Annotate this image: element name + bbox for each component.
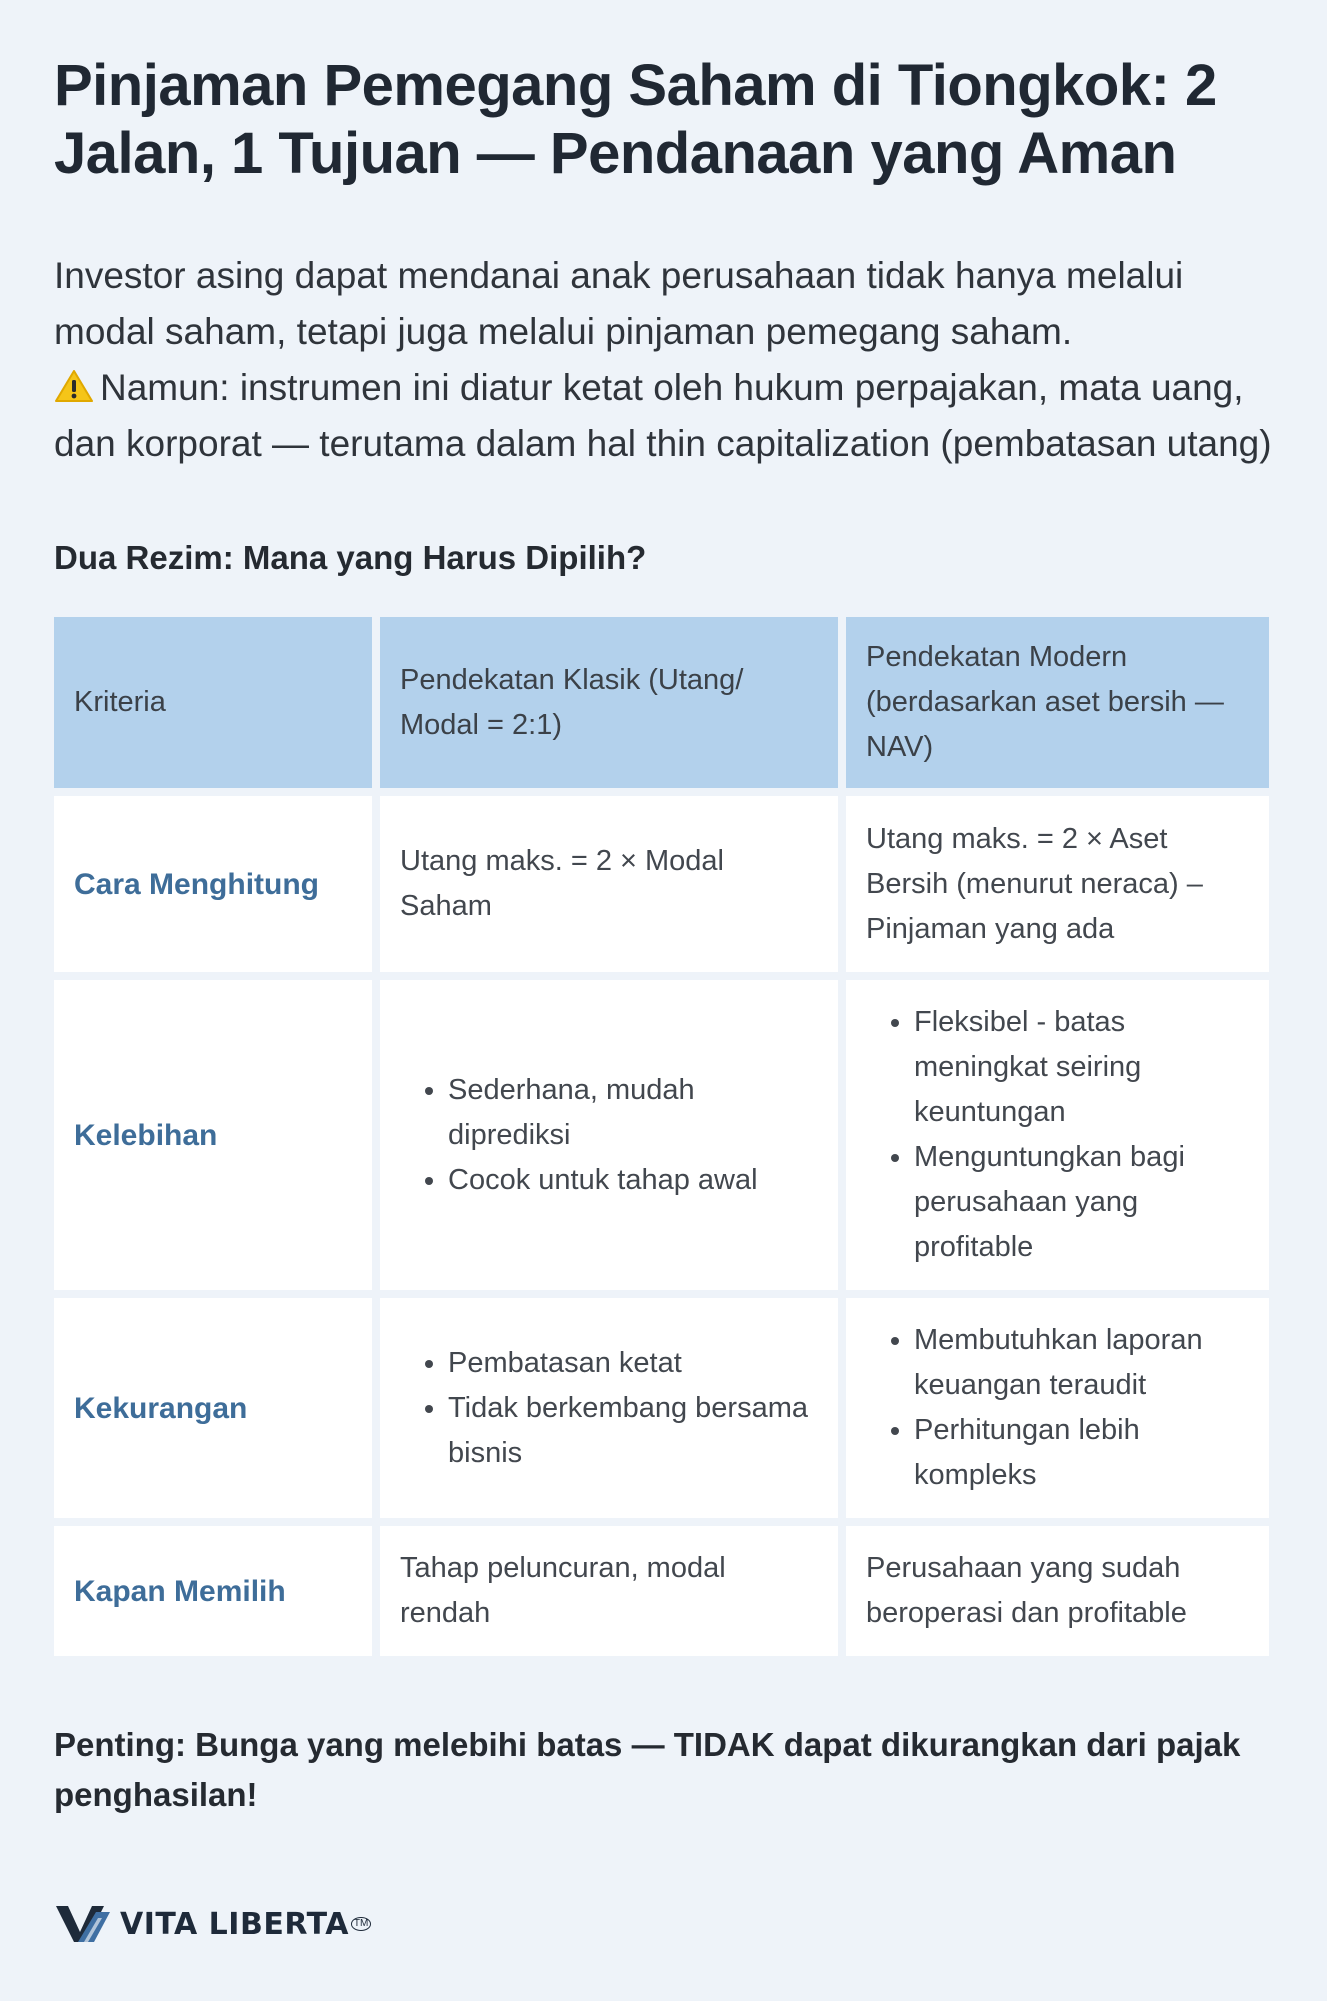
warning-text: Namun: instrumen ini diatur ketat oleh hukum perpajakan, mata uang, dan korporat — terutama dalam hal thin capitalization (pembatasan utang) [54,367,1272,464]
brand-logo [54,1902,371,1946]
bullet-list [400,1068,818,1203]
header-classic: Pendekatan Klasik (Utang/ Modal = 2:1) [380,617,838,788]
header-criteria: Kriteria [54,617,372,788]
bullet-list [866,1318,1249,1498]
row-classic: Tahap peluncuran, modal rendah [380,1526,838,1656]
row-modern: Perusahaan yang sudah beroperasi dan profitable [846,1526,1269,1656]
intro-warning [54,360,1273,472]
intro-paragraph: Investor asing dapat mendanai anak perusahaan tidak hanya melalui modal saham, tetapi juga melalui pinjaman pemegang saham. [54,255,1184,352]
list-item: • Pembatasan ketat [448,1341,818,1386]
bullet-list [400,1341,818,1476]
row-criteria: Cara Menghitung [54,796,372,972]
list-item: • Perhitungan lebih kompleks [914,1408,1249,1498]
row-modern [846,1298,1269,1518]
list-item: • Menguntungkan bagi perusahaan yang profitable [914,1135,1249,1270]
important-note: Penting: Bunga yang melebihi batas — TIDAK dapat dikurangkan dari pajak penghasilan! [54,1726,1241,1813]
table-header-row [54,617,1269,788]
row-classic [380,1298,838,1518]
row-criteria: Kelebihan [54,980,372,1290]
section-heading: Dua Rezim: Mana yang Harus Dipilih? [54,539,647,576]
comparison-table [46,609,1277,1664]
row-criteria: Kapan Memilih [54,1526,372,1656]
list-item: • Cocok untuk tahap awal [448,1158,818,1203]
table-row [54,1298,1269,1518]
logo-text: VITA LIBERTA [120,1906,349,1942]
list-item: • Fleksibel - batas meningkat seiring keuntungan [914,1000,1249,1135]
warning-triangle-icon [54,369,94,403]
bullet-list [866,1000,1249,1270]
page [54,52,1273,1820]
intro [54,248,1273,472]
row-criteria: Kekurangan [54,1298,372,1518]
trademark-mark: TM [351,1917,371,1931]
table-row [54,980,1269,1290]
page-title: Pinjaman Pemegang Saham di Tiongkok: 2 Jalan, 1 Tujuan — Pendanaan yang Aman [54,53,1217,186]
list-item: • Membutuhkan laporan keuangan teraudit [914,1318,1249,1408]
list-item: • Sederhana, mudah diprediksi [448,1068,818,1158]
table-row [54,796,1269,972]
table-row [54,1526,1269,1656]
vita-liberta-logo-icon [54,1902,112,1946]
row-modern [846,980,1269,1290]
row-classic: Utang maks. = 2 × Modal Saham [380,796,838,972]
list-item: • Tidak berkembang bersama bisnis [448,1386,818,1476]
header-modern: Pendekatan Modern (berdasarkan aset bersih — NAV) [846,617,1269,788]
row-modern: Utang maks. = 2 × Aset Bersih (menurut neraca) – Pinjaman yang ada [846,796,1269,972]
row-classic [380,980,838,1290]
